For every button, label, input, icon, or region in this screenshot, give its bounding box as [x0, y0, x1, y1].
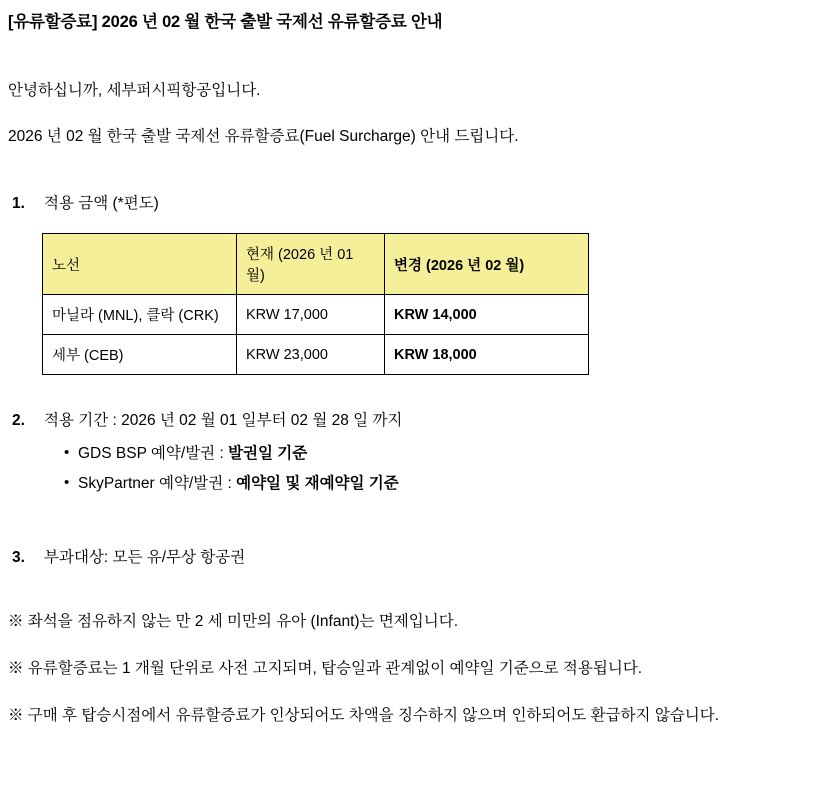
section-3-heading: 부과대상: 모든 유/무상 항공권 — [44, 549, 246, 567]
spacer — [8, 178, 817, 192]
bullet-label: SkyPartner 예약/발권 : — [78, 475, 237, 493]
page-title: [유류할증료] 2026 년 02 월 한국 출발 국제선 유류할증료 안내 — [8, 13, 443, 31]
section-1-number: 1. — [12, 194, 25, 212]
table-header-route: 노선 — [43, 234, 237, 295]
greeting-text: 안녕하십니까, 세부퍼시픽항공입니다. — [8, 82, 261, 100]
section-3-number: 3. — [12, 549, 25, 567]
cell-route: 마닐라 (MNL), 클락 (CRK) — [43, 295, 237, 335]
section-1 — [8, 192, 817, 215]
section-3 — [8, 546, 817, 569]
notes-block — [8, 610, 817, 728]
table-header-row — [43, 234, 589, 295]
list-item — [64, 442, 817, 466]
cell-new: KRW 14,000 — [385, 295, 589, 335]
bullet-value: 예약일 및 재예약일 기준 — [236, 475, 399, 493]
table-header-new: 변경 (2026 년 02 월) — [385, 234, 589, 295]
section-2-heading: 적용 기간 : 2026 년 02 월 01 일부터 02 월 28 일 까지 — [44, 412, 403, 430]
table-header-current: 현재 (2026 년 01 월) — [237, 234, 385, 295]
section-2 — [8, 409, 817, 432]
section-1-heading: 적용 금액 (*편도) — [44, 194, 159, 212]
spacer — [8, 152, 817, 178]
cell-route: 세부 (CEB) — [43, 335, 237, 375]
table-row — [43, 335, 589, 375]
section-2-number: 2. — [12, 412, 25, 430]
spacer — [8, 375, 817, 409]
cell-current: KRW 17,000 — [237, 295, 385, 335]
note-monthly-notice: ※ 유류할증료는 1 개월 단위로 사전 고지되며, 탑승일과 관계없이 예약일 기준으로 적용됩니다. — [8, 659, 643, 677]
cell-new: KRW 18,000 — [385, 335, 589, 375]
bullet-label: GDS BSP 예약/발권 : — [78, 445, 229, 463]
booking-rules-list — [8, 442, 817, 496]
spacer — [8, 502, 817, 546]
cell-current: KRW 23,000 — [237, 335, 385, 375]
note-infant-exemption: ※ 좌석을 점유하지 않는 만 2 세 미만의 유아 (Infant)는 면제입니다. — [8, 612, 459, 630]
table-row — [43, 295, 589, 335]
fuel-surcharge-table — [42, 233, 589, 375]
intro-text: 2026 년 02 월 한국 출발 국제선 유류할증료(Fuel Surcharge) 안내 드립니다. — [8, 127, 519, 145]
list-item — [64, 472, 817, 496]
spacer — [8, 33, 817, 79]
bullet-value: 발권일 기준 — [228, 445, 308, 463]
note-no-refund: ※ 구매 후 탑승시점에서 유류할증료가 인상되어도 차액을 징수하지 않으며 인하되어도 환급하지 않습니다. — [8, 707, 720, 725]
